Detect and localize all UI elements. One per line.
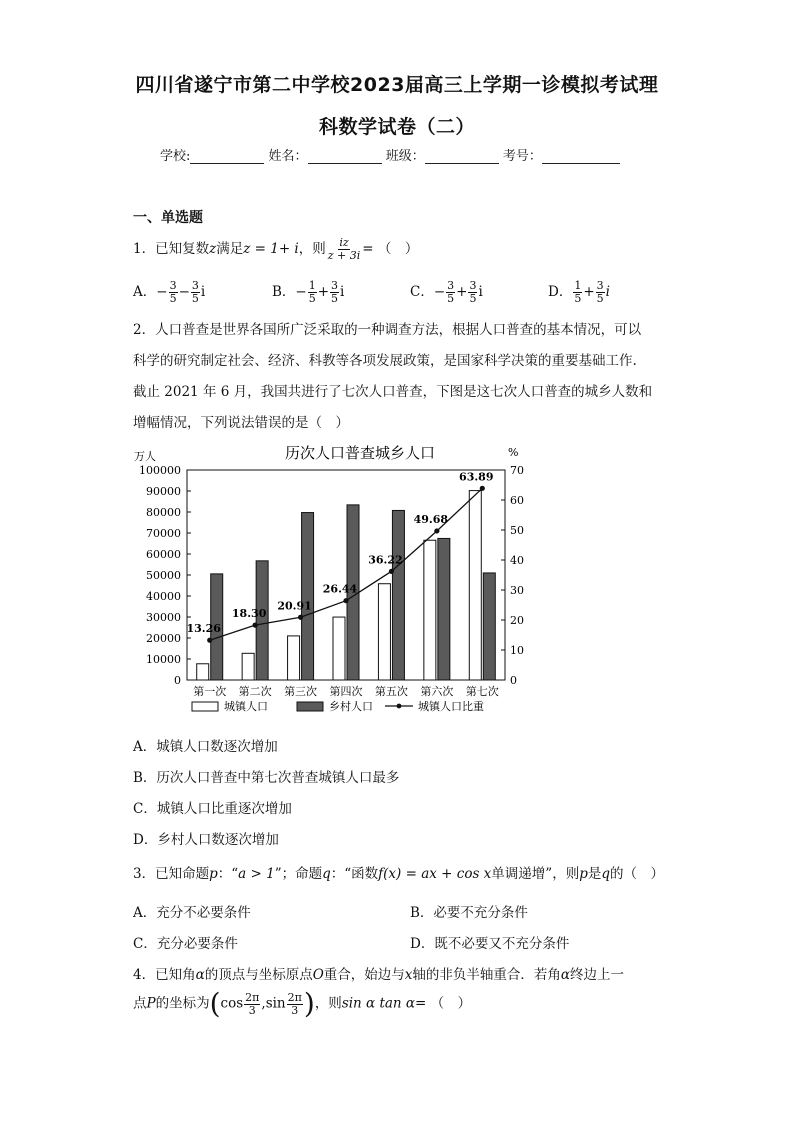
q1-text: 1．已知复数 xyxy=(133,241,210,257)
category-label: 第三次 xyxy=(284,685,318,698)
urban-ratio-data-label: 13.26 xyxy=(186,622,221,636)
school-blank[interactable] xyxy=(190,149,264,164)
rural-bar xyxy=(483,573,495,680)
category-label: 第一次 xyxy=(193,685,227,698)
urban-ratio-point xyxy=(389,569,394,574)
student-info-row xyxy=(160,145,620,164)
left-tick-label: 50000 xyxy=(146,569,181,582)
right-tick-label: 60 xyxy=(510,494,524,507)
legend-label-ratio: 城镇人口比重 xyxy=(418,700,484,713)
name-blank[interactable] xyxy=(308,149,382,164)
urban-bar xyxy=(333,617,345,680)
urban-ratio-point xyxy=(343,598,348,603)
q3-option-c[interactable]: C．充分必要条件 xyxy=(133,936,238,952)
right-tick-label: 20 xyxy=(510,614,524,627)
rural-bar xyxy=(302,513,314,680)
category-label: 第五次 xyxy=(374,685,408,698)
q1-frac-num: iz xyxy=(339,236,349,249)
class-blank[interactable] xyxy=(425,149,499,164)
q3-condition: a > 1 xyxy=(238,866,275,882)
q2-stem-line2: 科学的研究制定社会、经济、科教等各项发展政策，是国家科学决策的重要基础工作. xyxy=(133,353,637,369)
q3-option-b[interactable]: B．必要不充分条件 xyxy=(410,905,528,921)
q1-option-a[interactable]: A．− $\frac{3}{5}$ − $\frac{3}{5}$ i xyxy=(133,279,206,305)
plot-frame xyxy=(187,470,505,680)
legend-label-rural: 乡村人口 xyxy=(329,700,373,713)
urban-ratio-point xyxy=(298,615,303,620)
population-census-chart xyxy=(130,437,530,722)
category-label: 第四次 xyxy=(329,685,363,698)
q2-stem-line4: 增幅情况，下列说法错误的是（ ） xyxy=(133,415,349,431)
right-tick-label: 10 xyxy=(510,644,524,657)
q2-stem-line3: 截止 2021 年 6 月，我国共进行了七次人口普查，下图是这七次人口普查的城乡人数和 xyxy=(133,384,653,400)
q4-expression: sin α tan α xyxy=(341,995,416,1012)
chart-legend xyxy=(192,699,484,713)
q1-fraction xyxy=(327,237,362,262)
rural-bar xyxy=(256,561,268,680)
right-tick-label: 0 xyxy=(510,674,517,687)
left-tick-label: 20000 xyxy=(146,632,181,645)
exam-title-line2: 科数学试卷（二） xyxy=(318,116,475,138)
urban-ratio-data-label: 18.30 xyxy=(231,607,267,621)
right-tick-label: 40 xyxy=(510,554,524,567)
legend-marker-ratio xyxy=(397,704,402,709)
urban-ratio-data-label: 49.68 xyxy=(413,512,449,526)
category-label: 第六次 xyxy=(420,685,454,698)
left-tick-label: 100000 xyxy=(139,464,181,477)
legend-swatch-urban xyxy=(192,702,218,711)
urban-bar xyxy=(469,491,481,680)
q3-prop-q: q xyxy=(322,866,331,882)
q1-text: = （ ） xyxy=(362,241,419,257)
left-tick-label: 10000 xyxy=(146,653,181,666)
q1-var: z xyxy=(209,241,217,257)
right-tick-label: 50 xyxy=(510,524,524,537)
section-title: 一、单选题 xyxy=(133,210,203,226)
urban-ratio-data-label: 20.91 xyxy=(277,599,312,613)
q3-stem: 3．已知命题p：“a > 1”；命题q：“函数f(x) = ax + cos x单调递增”，则p是q的（ ） xyxy=(133,866,665,882)
urban-ratio-point xyxy=(480,486,485,491)
left-tick-label: 80000 xyxy=(146,506,181,519)
q1-text: ，则 xyxy=(298,241,326,257)
q2-option-d[interactable]: D．乡村人口数逐次增加 xyxy=(133,832,279,848)
urban-bar xyxy=(424,540,436,680)
q2-stem-line1: 2．人口普查是世界各国所广泛采取的一种调查方法，根据人口普查的基本情况，可以 xyxy=(133,322,642,338)
urban-ratio-point xyxy=(207,638,212,643)
exam-title-line1: 四川省遂宁市第二中学校2023届高三上学期一诊模拟考试理 xyxy=(135,74,659,96)
q1-text: 满足 xyxy=(216,241,244,257)
category-labels xyxy=(193,684,499,698)
right-axis-unit: % xyxy=(508,446,519,459)
urban-ratio-point xyxy=(434,528,439,533)
rural-bar xyxy=(438,538,450,680)
number-label: 考号： xyxy=(502,149,542,164)
q3-function: f(x) = ax + cos x xyxy=(378,866,492,882)
q1-option-c[interactable]: C．− $\frac{3}{5}$ + $\frac{3}{5}$ i xyxy=(410,279,483,305)
q1-stem xyxy=(133,237,418,262)
left-tick-label: 90000 xyxy=(146,485,181,498)
q2-option-a[interactable]: A．城镇人口数逐次增加 xyxy=(133,739,278,755)
urban-ratio-data-label: 26.44 xyxy=(322,582,358,596)
right-tick-label: 30 xyxy=(510,584,524,597)
urban-bar xyxy=(288,636,300,680)
q1-frac-den: z + 3i xyxy=(327,249,361,262)
q1-option-b[interactable]: B．− $\frac{1}{5}$ + $\frac{3}{5}$ i xyxy=(272,279,345,305)
q3-option-a[interactable]: A．充分不必要条件 xyxy=(133,905,251,921)
category-label: 第二次 xyxy=(238,685,272,698)
q4-stem-line1: 4．已知角α的顶点与坐标原点O重合，始边与x轴的非负半轴重合．若角α终边上一 xyxy=(133,967,625,983)
left-tick-label: 70000 xyxy=(146,527,181,540)
urban-bar xyxy=(197,664,209,680)
name-label: 姓名： xyxy=(268,149,308,164)
q1-condition: z = 1+ i xyxy=(243,241,299,257)
left-axis-unit: 万人 xyxy=(134,450,156,463)
legend-swatch-rural xyxy=(297,702,323,711)
urban-bar xyxy=(378,584,390,680)
legend-label-urban: 城镇人口 xyxy=(224,700,268,713)
left-tick-label: 60000 xyxy=(146,548,181,561)
q2-option-c[interactable]: C．城镇人口比重逐次增加 xyxy=(133,801,292,817)
q3-option-d[interactable]: D．既不必要又不充分条件 xyxy=(410,936,570,952)
right-tick-label: 70 xyxy=(510,464,524,477)
urban-ratio-data-label: 63.89 xyxy=(459,470,494,484)
left-tick-label: 40000 xyxy=(146,590,181,603)
left-axis-ticks xyxy=(139,464,191,687)
urban-ratio-point xyxy=(253,623,258,628)
left-tick-label: 0 xyxy=(174,674,181,687)
q2-option-b[interactable]: B．历次人口普查中第七次普查城镇人口最多 xyxy=(133,770,400,786)
urban-bar xyxy=(242,653,254,680)
rural-bar xyxy=(392,510,404,680)
chart-title: 历次人口普查城乡人口 xyxy=(284,444,436,462)
number-blank[interactable] xyxy=(542,149,620,164)
school-label: 学校: xyxy=(160,149,191,164)
left-tick-label: 30000 xyxy=(146,611,181,624)
class-label: 班级： xyxy=(385,149,425,164)
q1-option-d[interactable]: D． $\frac{1}{5}$ + $\frac{3}{5}$ i xyxy=(548,279,610,305)
category-label: 第七次 xyxy=(465,685,499,698)
right-axis-ticks xyxy=(501,464,524,687)
q4-stem-line2: 点P的坐标为(cos $\frac{2\pi}{3}$ ,sin $\frac{2\pi}{3}$ )，则sin α tan α= （ ） xyxy=(133,987,472,1020)
q3-prop-p: p xyxy=(209,866,218,882)
urban-ratio-data-label: 36.22 xyxy=(368,553,403,567)
